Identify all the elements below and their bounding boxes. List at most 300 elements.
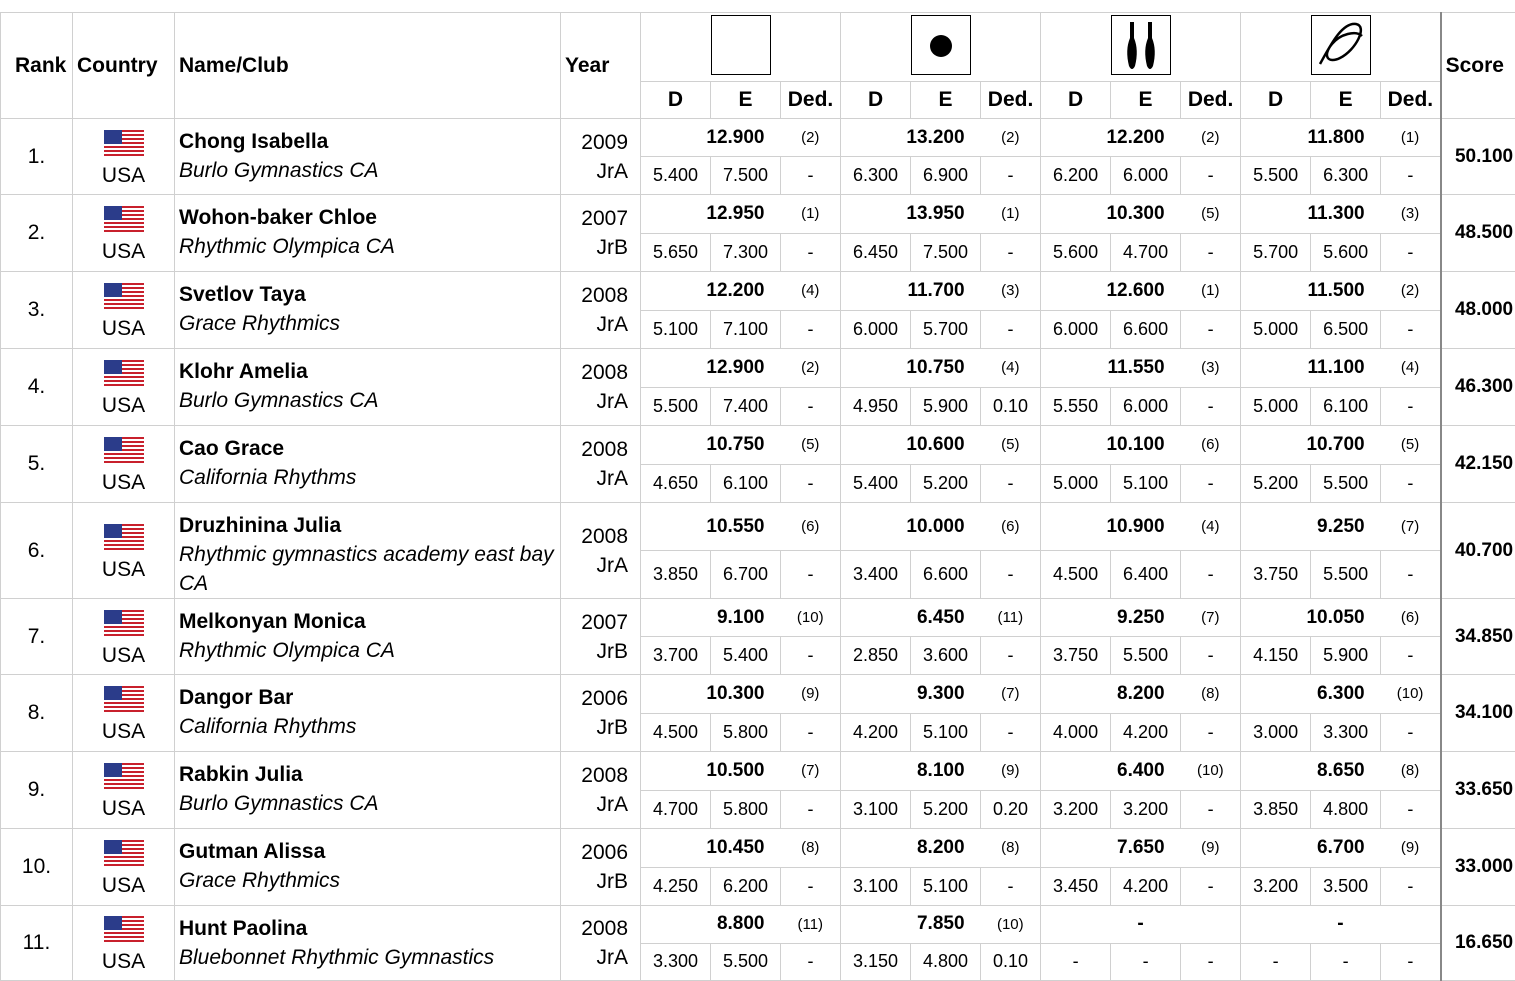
deduction-ribbon: -	[1381, 157, 1441, 195]
d-score-ribbon: 3.200	[1241, 867, 1311, 906]
deduction-ball: -	[981, 637, 1041, 675]
e-score-rope: 6.100	[711, 464, 781, 503]
apparatus-place-ball: (3)	[981, 272, 1041, 311]
rank-cell: 6.	[1, 503, 73, 599]
header-country: Country	[73, 13, 175, 119]
subheader-clubs-d: D	[1041, 82, 1111, 119]
e-score-rope: 5.500	[711, 943, 781, 981]
apparatus-total-clubs: 7.650	[1041, 829, 1181, 868]
club-name: Rhythmic gymnastics academy east bay CA	[179, 540, 560, 598]
deduction-clubs: -	[1181, 233, 1241, 272]
ribbon-icon	[1311, 15, 1371, 75]
total-score: 50.100	[1441, 119, 1515, 195]
apparatus-total-clubs: 10.900	[1041, 503, 1181, 551]
apparatus-place-ball: (7)	[981, 675, 1041, 714]
table-row	[1, 829, 1515, 868]
deduction-rope: -	[781, 551, 841, 599]
name-club-cell	[175, 426, 561, 503]
total-score: 48.500	[1441, 195, 1515, 272]
e-score-ball: 5.200	[911, 790, 981, 829]
table-row	[1, 119, 1515, 157]
table-row	[1, 675, 1515, 714]
deduction-ball: -	[981, 310, 1041, 349]
apparatus-total-rope: 10.500	[641, 752, 781, 791]
e-score-ball: 5.200	[911, 464, 981, 503]
apparatus-place-clubs: (6)	[1181, 426, 1241, 465]
d-score-rope: 4.700	[641, 790, 711, 829]
ball-icon	[911, 15, 971, 75]
athlete-name: Dangor Bar	[179, 683, 560, 712]
usa-flag-icon	[73, 610, 174, 642]
table-row	[1, 503, 1515, 551]
table-row	[1, 752, 1515, 791]
apparatus-total-ball: 11.700	[841, 272, 981, 311]
athlete-name: Klohr Amelia	[179, 357, 560, 386]
header-score: Score	[1441, 13, 1515, 119]
d-score-rope: 3.850	[641, 551, 711, 599]
year-cell	[561, 426, 641, 503]
apparatus-place-ball: (8)	[981, 829, 1041, 868]
apparatus-place-ribbon: (7)	[1381, 503, 1441, 551]
e-score-ribbon: 3.300	[1311, 713, 1381, 752]
usa-flag-icon	[73, 524, 174, 556]
deduction-clubs: -	[1181, 713, 1241, 752]
deduction-ribbon: -	[1381, 713, 1441, 752]
deduction-rope: -	[781, 790, 841, 829]
deduction-ball: -	[981, 713, 1041, 752]
country-cell	[73, 829, 175, 906]
country-cell	[73, 503, 175, 599]
table-row	[1, 195, 1515, 234]
e-score-rope: 5.400	[711, 637, 781, 675]
athlete-name: Gutman Alissa	[179, 837, 560, 866]
deduction-ribbon: -	[1381, 943, 1441, 981]
apparatus-total-ball: 10.750	[841, 349, 981, 388]
deduction-rope: -	[781, 637, 841, 675]
club-name: Burlo Gymnastics CA	[179, 789, 560, 818]
athlete-name: Cao Grace	[179, 434, 560, 463]
d-score-ribbon: 5.000	[1241, 387, 1311, 426]
d-score-ball: 4.200	[841, 713, 911, 752]
apparatus-total-clubs: 10.100	[1041, 426, 1181, 465]
athlete-name: Wohon-baker Chloe	[179, 203, 560, 232]
level: JrA	[561, 790, 628, 819]
apparatus-place-ribbon: (4)	[1381, 349, 1441, 388]
clubs-icon	[1111, 15, 1171, 75]
total-score: 33.000	[1441, 829, 1515, 906]
d-score-clubs: 5.600	[1041, 233, 1111, 272]
header-row-apparatus	[1, 13, 1515, 82]
level: JrB	[561, 867, 628, 896]
apparatus-place-clubs: (7)	[1181, 599, 1241, 637]
deduction-ribbon: -	[1381, 387, 1441, 426]
deduction-ball: 0.10	[981, 943, 1041, 981]
name-club-cell	[175, 349, 561, 426]
usa-flag-icon	[73, 763, 174, 795]
apparatus-total-ball: 6.450	[841, 599, 981, 637]
birth-year: 2007	[561, 204, 628, 233]
e-score-ball: 5.700	[911, 310, 981, 349]
table-row	[1, 906, 1515, 944]
apparatus-total-rope: 10.550	[641, 503, 781, 551]
name-club-cell	[175, 272, 561, 349]
level: JrB	[561, 637, 628, 666]
athlete-name: Hunt Paolina	[179, 914, 560, 943]
deduction-ribbon: -	[1381, 637, 1441, 675]
rank-cell: 8.	[1, 675, 73, 752]
e-score-clubs: 5.100	[1111, 464, 1181, 503]
deduction-rope: -	[781, 943, 841, 981]
deduction-ball: 0.20	[981, 790, 1041, 829]
usa-flag-icon	[73, 840, 174, 872]
deduction-rope: -	[781, 310, 841, 349]
apparatus-place-clubs: (4)	[1181, 503, 1241, 551]
apparatus-total-rope: 12.900	[641, 119, 781, 157]
apparatus-total-ribbon: 11.300	[1241, 195, 1381, 234]
year-cell	[561, 349, 641, 426]
apparatus-total-rope: 12.950	[641, 195, 781, 234]
name-club-cell	[175, 675, 561, 752]
e-score-clubs: 6.000	[1111, 387, 1181, 426]
deduction-clubs: -	[1181, 943, 1241, 981]
name-club-cell	[175, 503, 561, 599]
deduction-rope: -	[781, 157, 841, 195]
apparatus-place-ball: (6)	[981, 503, 1041, 551]
athlete-name: Rabkin Julia	[179, 760, 560, 789]
birth-year: 2007	[561, 608, 628, 637]
apparatus-total-rope: 12.200	[641, 272, 781, 311]
apparatus-total-clubs: 8.200	[1041, 675, 1181, 714]
birth-year: 2008	[561, 914, 628, 943]
apparatus-total-rope: 10.750	[641, 426, 781, 465]
d-score-clubs: 3.200	[1041, 790, 1111, 829]
level: JrB	[561, 233, 628, 262]
apparatus-place-clubs: (10)	[1181, 752, 1241, 791]
d-score-rope: 5.500	[641, 387, 711, 426]
apparatus-place-ribbon: (2)	[1381, 272, 1441, 311]
subheader-ball-ded: Ded.	[981, 82, 1041, 119]
apparatus-total-clubs: 11.550	[1041, 349, 1181, 388]
rank-cell: 11.	[1, 906, 73, 981]
rank-cell: 3.	[1, 272, 73, 349]
d-score-rope: 4.650	[641, 464, 711, 503]
e-score-ball: 4.800	[911, 943, 981, 981]
country-cell	[73, 349, 175, 426]
apparatus-total-clubs: 9.250	[1041, 599, 1181, 637]
d-score-ribbon: 5.700	[1241, 233, 1311, 272]
d-score-clubs: 5.550	[1041, 387, 1111, 426]
d-score-ball: 3.400	[841, 551, 911, 599]
total-score: 34.850	[1441, 599, 1515, 675]
apparatus-total-ribbon: 9.250	[1241, 503, 1381, 551]
birth-year: 2009	[561, 128, 628, 157]
d-score-ribbon: 5.000	[1241, 310, 1311, 349]
apparatus-total-ribbon: 10.700	[1241, 426, 1381, 465]
e-score-clubs: 4.200	[1111, 713, 1181, 752]
apparatus-total-ball: 9.300	[841, 675, 981, 714]
apparatus-place-ball: (4)	[981, 349, 1041, 388]
athlete-name: Melkonyan Monica	[179, 607, 560, 636]
apparatus-total-clubs: 10.300	[1041, 195, 1181, 234]
athlete-name: Druzhinina Julia	[179, 511, 560, 540]
name-club-cell	[175, 195, 561, 272]
rank-cell: 10.	[1, 829, 73, 906]
deduction-ball: -	[981, 233, 1041, 272]
club-name: Rhythmic Olympica CA	[179, 232, 560, 261]
club-name: Grace Rhythmics	[179, 309, 560, 338]
subheader-ball-d: D	[841, 82, 911, 119]
e-score-rope: 5.800	[711, 790, 781, 829]
e-score-clubs: -	[1111, 943, 1181, 981]
apparatus-total-rope: 12.900	[641, 349, 781, 388]
d-score-rope: 3.300	[641, 943, 711, 981]
deduction-ribbon: -	[1381, 233, 1441, 272]
d-score-ball: 6.450	[841, 233, 911, 272]
apparatus-total-ball: 10.600	[841, 426, 981, 465]
e-score-rope: 7.400	[711, 387, 781, 426]
e-score-ribbon: -	[1311, 943, 1381, 981]
e-score-clubs: 4.200	[1111, 867, 1181, 906]
e-score-ball: 7.500	[911, 233, 981, 272]
e-score-rope: 7.300	[711, 233, 781, 272]
deduction-rope: -	[781, 464, 841, 503]
year-cell	[561, 272, 641, 349]
subheader-clubs-ded: Ded.	[1181, 82, 1241, 119]
country-name: USA	[102, 240, 145, 263]
country-name: USA	[102, 874, 145, 897]
apparatus-total-rope: 8.800	[641, 906, 781, 944]
d-score-ball: 3.100	[841, 867, 911, 906]
e-score-clubs: 5.500	[1111, 637, 1181, 675]
usa-flag-icon	[73, 130, 174, 162]
country-cell	[73, 752, 175, 829]
level: JrA	[561, 464, 628, 493]
results-page	[0, 12, 1515, 964]
e-score-ribbon: 6.300	[1311, 157, 1381, 195]
name-club-cell	[175, 599, 561, 675]
level: JrA	[561, 551, 628, 580]
deduction-clubs: -	[1181, 867, 1241, 906]
e-score-rope: 5.800	[711, 713, 781, 752]
apparatus-total-ribbon: 6.300	[1241, 675, 1381, 714]
d-score-ball: 4.950	[841, 387, 911, 426]
apparatus-place-ribbon: (8)	[1381, 752, 1441, 791]
club-name: Bluebonnet Rhythmic Gymnastics	[179, 943, 560, 972]
d-score-clubs: -	[1041, 943, 1111, 981]
country-cell	[73, 195, 175, 272]
country-cell	[73, 906, 175, 981]
apparatus-place-ribbon: (5)	[1381, 426, 1441, 465]
apparatus-total-ball: 13.200	[841, 119, 981, 157]
d-score-ball: 3.150	[841, 943, 911, 981]
e-score-ribbon: 5.500	[1311, 551, 1381, 599]
apparatus-place-rope: (5)	[781, 426, 841, 465]
year-cell	[561, 906, 641, 981]
apparatus-total-ribbon: 11.500	[1241, 272, 1381, 311]
apparatus-place-clubs: (8)	[1181, 675, 1241, 714]
e-score-clubs: 3.200	[1111, 790, 1181, 829]
deduction-ball: -	[981, 464, 1041, 503]
birth-year: 2006	[561, 684, 628, 713]
d-score-rope: 4.250	[641, 867, 711, 906]
e-score-ball: 5.100	[911, 713, 981, 752]
apparatus-total-ribbon: 11.100	[1241, 349, 1381, 388]
deduction-ribbon: -	[1381, 867, 1441, 906]
e-score-ribbon: 3.500	[1311, 867, 1381, 906]
apparatus-place-rope: (4)	[781, 272, 841, 311]
birth-year: 2008	[561, 281, 628, 310]
usa-flag-icon	[73, 360, 174, 392]
deduction-clubs: -	[1181, 387, 1241, 426]
apparatus-total-clubs: 6.400	[1041, 752, 1181, 791]
country-name: USA	[102, 720, 145, 743]
d-score-clubs: 6.000	[1041, 310, 1111, 349]
deduction-rope: -	[781, 867, 841, 906]
country-cell	[73, 272, 175, 349]
e-score-ball: 6.900	[911, 157, 981, 195]
apparatus-total-ball: 7.850	[841, 906, 981, 944]
apparatus-place-ribbon: (1)	[1381, 119, 1441, 157]
year-cell	[561, 119, 641, 195]
year-cell	[561, 675, 641, 752]
usa-flag-icon	[73, 916, 174, 948]
athlete-name: Chong Isabella	[179, 127, 560, 156]
country-name: USA	[102, 164, 145, 187]
rank-cell: 5.	[1, 426, 73, 503]
e-score-ball: 5.100	[911, 867, 981, 906]
deduction-ribbon: -	[1381, 551, 1441, 599]
country-cell	[73, 119, 175, 195]
subheader-clubs-e: E	[1111, 82, 1181, 119]
apparatus-place-ribbon: (9)	[1381, 829, 1441, 868]
d-score-rope: 4.500	[641, 713, 711, 752]
d-score-clubs: 3.450	[1041, 867, 1111, 906]
birth-year: 2006	[561, 838, 628, 867]
d-score-clubs: 5.000	[1041, 464, 1111, 503]
country-name: USA	[102, 797, 145, 820]
rank-cell: 4.	[1, 349, 73, 426]
subheader-rope-e: E	[711, 82, 781, 119]
deduction-ball: -	[981, 157, 1041, 195]
deduction-ribbon: -	[1381, 790, 1441, 829]
apparatus-place-ball: (9)	[981, 752, 1041, 791]
e-score-ribbon: 4.800	[1311, 790, 1381, 829]
apparatus-place-rope: (2)	[781, 119, 841, 157]
d-score-clubs: 6.200	[1041, 157, 1111, 195]
header-year: Year	[561, 13, 641, 119]
table-row	[1, 349, 1515, 388]
club-name: Grace Rhythmics	[179, 866, 560, 895]
year-cell	[561, 752, 641, 829]
level: JrA	[561, 943, 628, 972]
d-score-rope: 5.650	[641, 233, 711, 272]
club-name: Burlo Gymnastics CA	[179, 156, 560, 185]
e-score-ribbon: 6.500	[1311, 310, 1381, 349]
e-score-ribbon: 5.500	[1311, 464, 1381, 503]
total-score: 48.000	[1441, 272, 1515, 349]
deduction-rope: -	[781, 713, 841, 752]
apparatus-total-ball: 10.000	[841, 503, 981, 551]
total-score: 46.300	[1441, 349, 1515, 426]
apparatus-place-ribbon: (6)	[1381, 599, 1441, 637]
country-name: USA	[102, 950, 145, 973]
birth-year: 2008	[561, 761, 628, 790]
apparatus-place-rope: (11)	[781, 906, 841, 944]
results-body	[1, 119, 1515, 981]
deduction-ribbon: -	[1381, 310, 1441, 349]
apparatus-place-ball: (5)	[981, 426, 1041, 465]
d-score-ball: 3.100	[841, 790, 911, 829]
deduction-rope: -	[781, 387, 841, 426]
deduction-clubs: -	[1181, 790, 1241, 829]
deduction-clubs: -	[1181, 157, 1241, 195]
d-score-ribbon: 5.500	[1241, 157, 1311, 195]
birth-year: 2008	[561, 522, 628, 551]
apparatus-place-clubs: (5)	[1181, 195, 1241, 234]
e-score-ribbon: 6.100	[1311, 387, 1381, 426]
apparatus-place-clubs: (1)	[1181, 272, 1241, 311]
country-name: USA	[102, 558, 145, 581]
results-table	[0, 12, 1515, 981]
year-cell	[561, 599, 641, 675]
e-score-ball: 6.600	[911, 551, 981, 599]
table-row	[1, 272, 1515, 311]
country-name: USA	[102, 471, 145, 494]
apparatus-place-ribbon: (3)	[1381, 195, 1441, 234]
apparatus-total-rope: 10.450	[641, 829, 781, 868]
apparatus-total-ball: 13.950	[841, 195, 981, 234]
subheader-ribbon-ded: Ded.	[1381, 82, 1441, 119]
apparatus-place-clubs: (3)	[1181, 349, 1241, 388]
rank-cell: 1.	[1, 119, 73, 195]
d-score-clubs: 4.500	[1041, 551, 1111, 599]
year-cell	[561, 829, 641, 906]
table-row	[1, 426, 1515, 465]
total-score: 40.700	[1441, 503, 1515, 599]
level: JrA	[561, 157, 628, 186]
subheader-rope-ded: Ded.	[781, 82, 841, 119]
e-score-ribbon: 5.600	[1311, 233, 1381, 272]
table-row	[1, 599, 1515, 637]
e-score-ball: 3.600	[911, 637, 981, 675]
apparatus-place-ball: (10)	[981, 906, 1041, 944]
d-score-ribbon: 3.750	[1241, 551, 1311, 599]
level: JrB	[561, 713, 628, 742]
country-cell	[73, 426, 175, 503]
deduction-ball: 0.10	[981, 387, 1041, 426]
apparatus-total-clubs: 12.200	[1041, 119, 1181, 157]
apparatus-total-ribbon: 10.050	[1241, 599, 1381, 637]
year-cell	[561, 503, 641, 599]
apparatus-place-ball: (1)	[981, 195, 1041, 234]
d-score-ribbon: 3.000	[1241, 713, 1311, 752]
apparatus-total-clubs: 12.600	[1041, 272, 1181, 311]
level: JrA	[561, 387, 628, 416]
apparatus-total-ribbon: -	[1241, 906, 1441, 944]
name-club-cell	[175, 906, 561, 981]
apparatus-place-rope: (9)	[781, 675, 841, 714]
apparatus-total-ribbon: 6.700	[1241, 829, 1381, 868]
subheader-ribbon-d: D	[1241, 82, 1311, 119]
apparatus-place-rope: (6)	[781, 503, 841, 551]
country-name: USA	[102, 394, 145, 417]
d-score-ribbon: -	[1241, 943, 1311, 981]
d-score-ball: 5.400	[841, 464, 911, 503]
deduction-clubs: -	[1181, 464, 1241, 503]
header-apparatus-rope	[641, 13, 841, 82]
e-score-rope: 7.100	[711, 310, 781, 349]
apparatus-place-ribbon: (10)	[1381, 675, 1441, 714]
